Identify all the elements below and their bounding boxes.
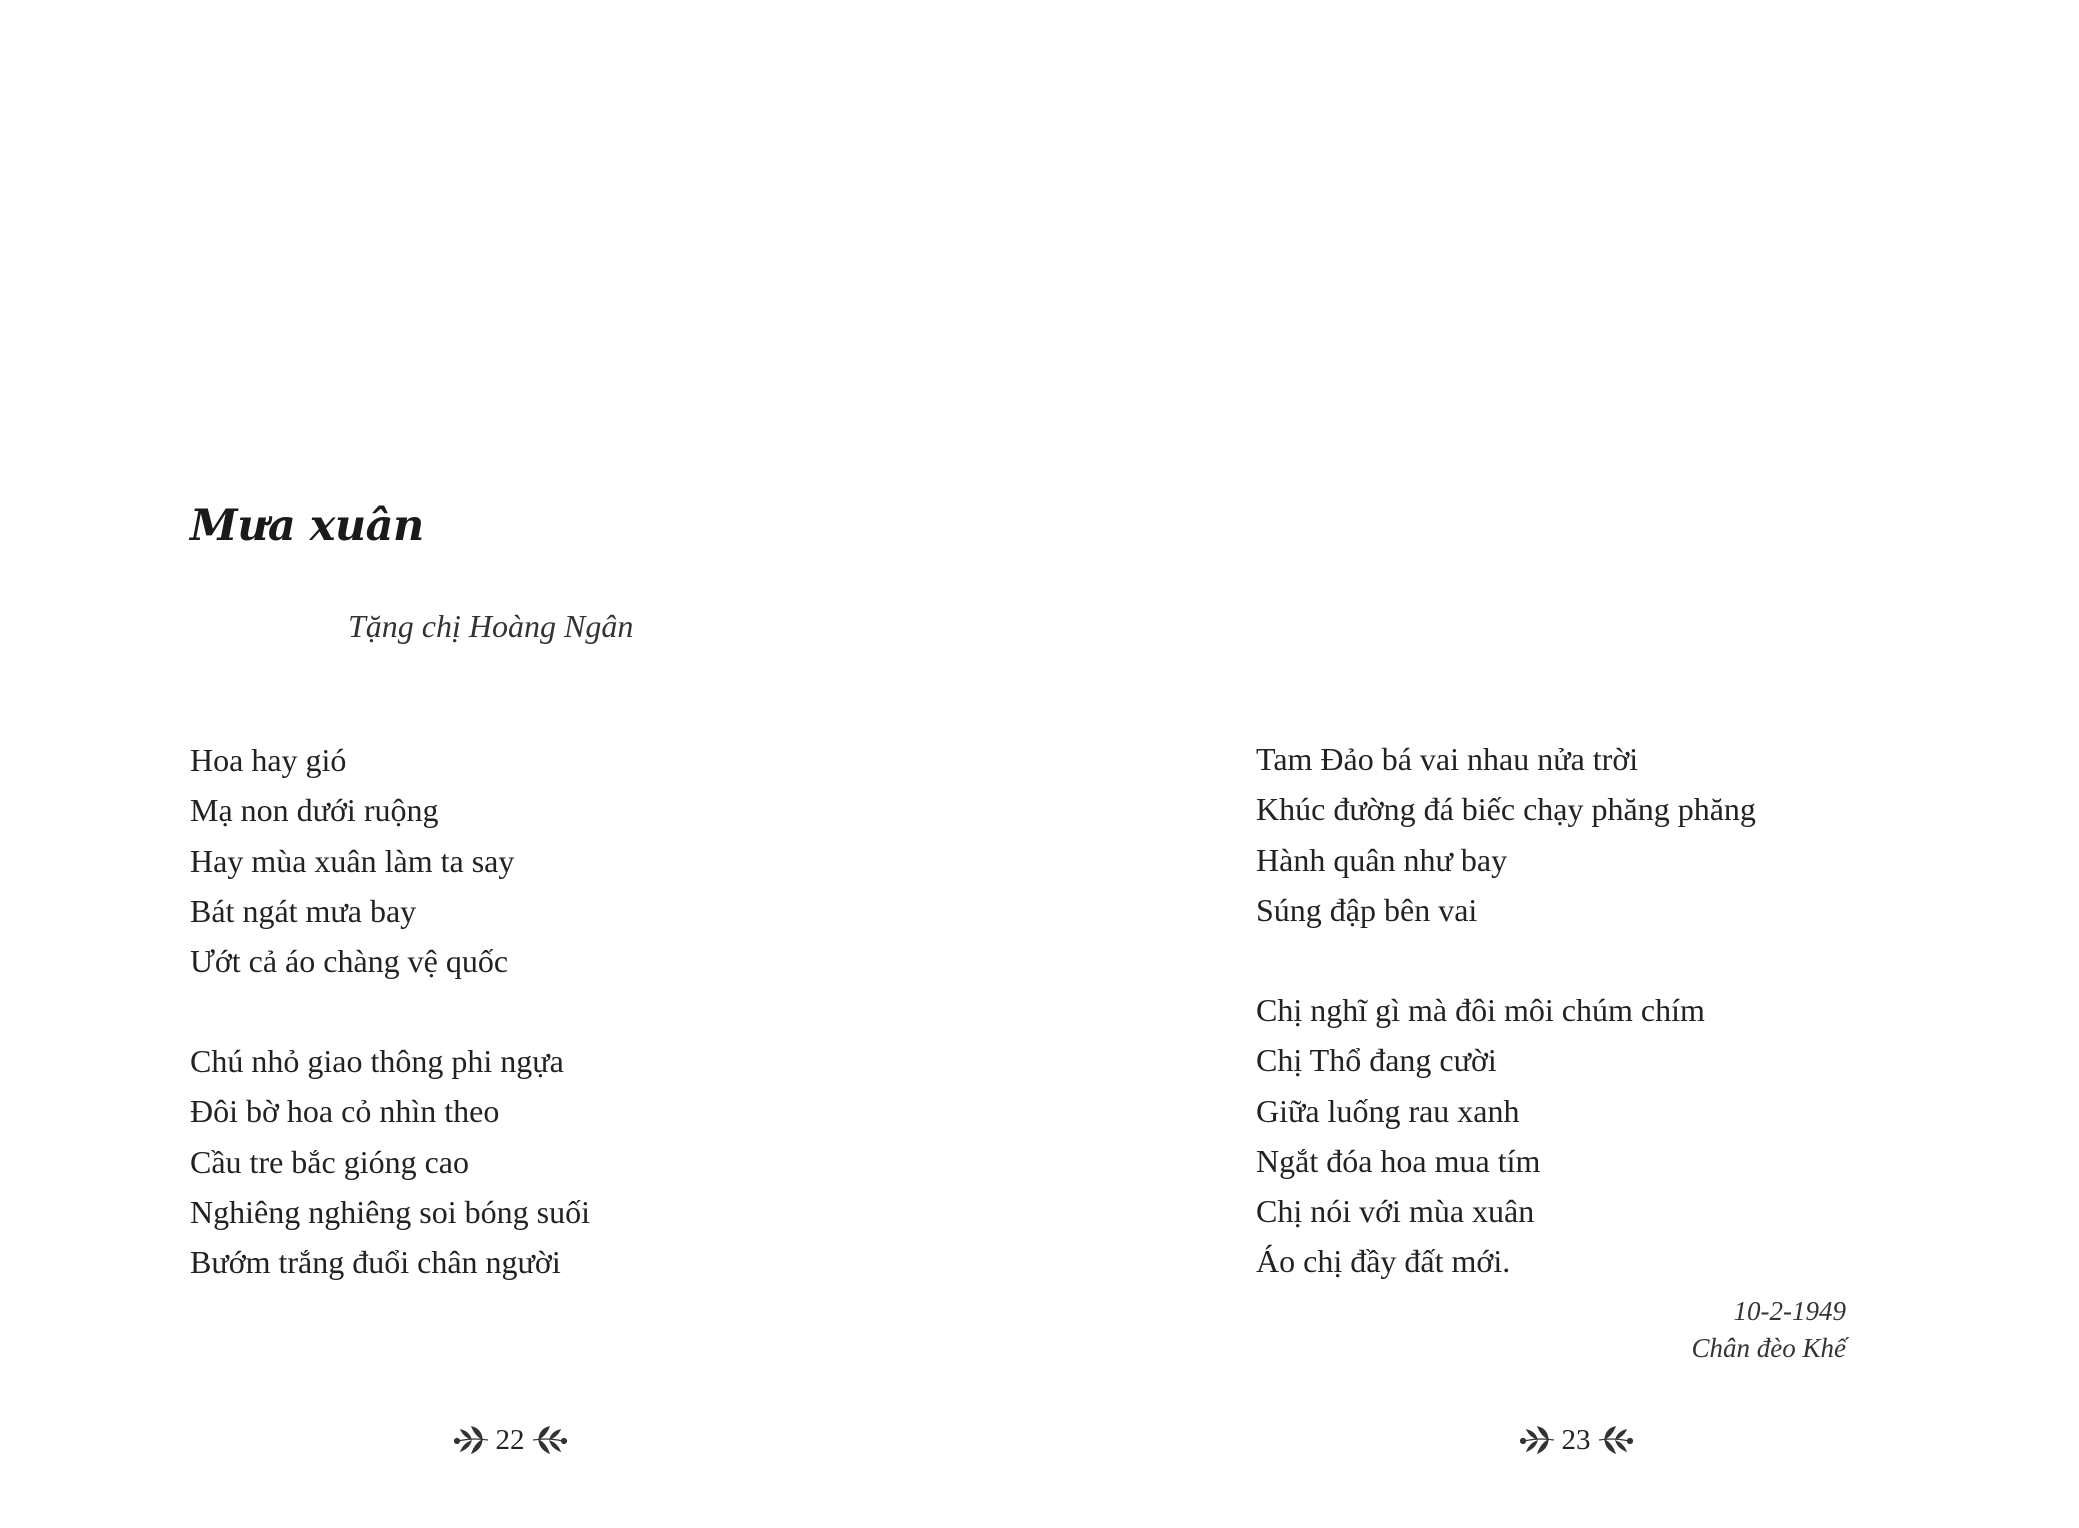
- verse-line: Hay mùa xuân làm ta say: [190, 842, 515, 879]
- left-page: [0, 0, 1039, 1528]
- verse-line: Bướm trắng đuổi chân người: [190, 1244, 561, 1281]
- verse-line: Chị Thổ đang cười: [1256, 1042, 1497, 1079]
- verse-line: Tam Đảo bá vai nhau nửa trời: [1256, 741, 1639, 777]
- stanza: [1256, 985, 1705, 1287]
- stanza: [1256, 734, 1756, 935]
- page-number-footer: [1496, 1420, 1656, 1460]
- verse-line: Bát ngát mưa bay: [190, 892, 417, 929]
- leaf-ornament-icon: [531, 1425, 569, 1455]
- poem-date: 10-2-1949: [1733, 1296, 1846, 1326]
- verse-line: Khúc đường đá biếc chạy phăng phăng: [1256, 791, 1756, 828]
- page-number: 22: [495, 1423, 525, 1456]
- poem-title: Mưa xuân: [190, 501, 424, 551]
- poem-place: Chân đèo Khế: [1691, 1333, 1846, 1363]
- verse-line: Áo chị đầy đất mới.: [1256, 1243, 1511, 1280]
- verse-line: Đôi bờ hoa cỏ nhìn theo: [190, 1093, 500, 1130]
- verse-line: Mạ non dưới ruộng: [190, 792, 439, 829]
- leaf-ornament-icon: [1597, 1425, 1635, 1455]
- verse-line: Hành quân như bay: [1256, 841, 1508, 878]
- leaf-ornament-icon: [452, 1425, 490, 1455]
- verse-line: Hoa hay gió: [190, 742, 347, 778]
- page-number: 23: [1561, 1423, 1591, 1456]
- verse-line: Ngắt đóa hoa mua tím: [1256, 1142, 1541, 1179]
- verse-line: Ướt cả áo chàng vệ quốc: [190, 943, 509, 980]
- verse-line: Súng đập bên vai: [1256, 891, 1478, 928]
- verse-line: Giữa luống rau xanh: [1256, 1092, 1520, 1129]
- verse-line: Cầu tre bắc gióng cao: [190, 1143, 469, 1180]
- right-page: [1040, 0, 2079, 1528]
- poem-dedication: Tặng chị Hoàng Ngân: [348, 608, 634, 644]
- stanza: [190, 1036, 590, 1287]
- verse-line: Chị nói với mùa xuân: [1256, 1193, 1535, 1230]
- poem-signature: [1692, 1293, 1847, 1367]
- page-number-footer: [430, 1420, 590, 1460]
- stanza: [190, 735, 514, 986]
- verse-line: Chú nhỏ giao thông phi ngựa: [190, 1043, 564, 1079]
- verse-line: Chị nghĩ gì mà đôi môi chúm chím: [1256, 992, 1705, 1028]
- verse-line: Nghiêng nghiêng soi bóng suối: [190, 1193, 590, 1230]
- leaf-ornament-icon: [1518, 1425, 1556, 1455]
